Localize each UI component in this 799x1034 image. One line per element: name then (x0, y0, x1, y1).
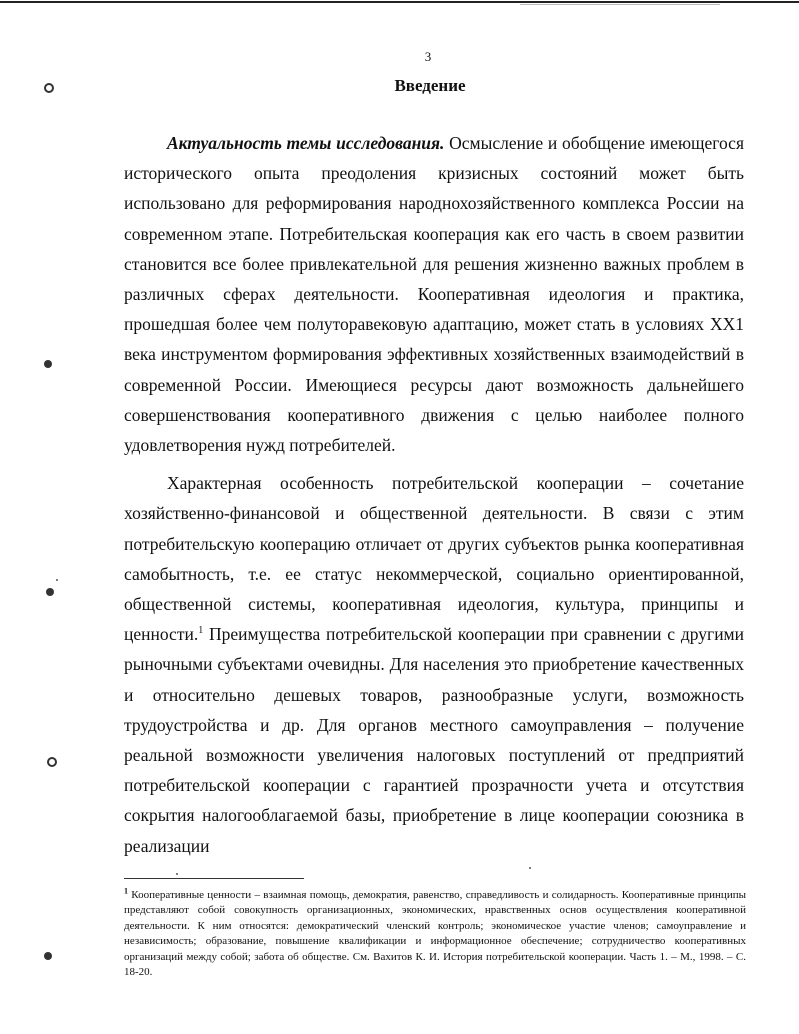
footnote-reference: 1 (198, 625, 204, 637)
main-body-text (124, 128, 744, 861)
scan-top-edge-line (0, 1, 799, 3)
binder-hole-mark (47, 757, 57, 767)
paragraph-text: Характерная особенность потребительской кооперации – сочетание хозяйственно-финансовой и общественной деятельности. В связи с этим потребительскую кооперацию отличает от других субъектов рынка кооперативная самобытность, т.е. ее статус некоммерческой, социально ориентированной, общественной системы, кооперативная идеология, культура, принципы и ценности. (124, 473, 744, 645)
scan-top-edge-faint-line (520, 4, 720, 5)
footnote-text: Кооперативные ценности – взаимная помощь, демократия, равенство, справедливость и солидарность. Кооперативные принципы представляют собой совокупность организационных, экономических, нравственных основ осуществления кооперативной деятельности. К ним относятся: демократический членский контроль; экономическое участие членов; самоуправление и независимость; образование, повышение квалификации и информационное обеспечение; сотрудничество кооперативных организаций между собой; забота об обществе. См. Вахитов К. И. История потребительской кооперации. Часть 1. – М., 1998. – С. 18-20. (124, 889, 746, 979)
scan-speck (56, 579, 58, 581)
binder-hole-mark (44, 360, 52, 368)
scan-speck (176, 873, 178, 875)
page-number: 3 (424, 49, 432, 64)
paragraph-relevance (124, 128, 744, 460)
paragraph-text: Осмысление и обобщение имеющегося исторического опыта преодоления кризисных состояний может быть использовано для реформирования народнохозяйственного комплекса России на современном этапе. Потребительская кооперация как его часть в своем развитии становится все более привлекательной для решения жизненно важных проблем в различных сферах деятельности. Кооперативная идеология и практика, прошедшая более чем полуторавековую адаптацию, может стать в условиях XX1 века инструментом формирования эффективных хозяйственных взаимодействий в современной России. Имеющиеся ресурсы дают возможность дальнейшего совершенствования кооперативного движения с целью наиболее полного удовлетворения нужд потребителей. (124, 133, 745, 456)
paragraph-text: Преимущества потребительской кооперации при сравнении с другими рыночными субъектами очевидны. Для населения это приобретение качественных и относительно дешевых товаров, разнообразные услуги, возможность трудоустройства и др. Для органов местного самоуправления – получение реальной возможности увеличения налоговых поступлений от предприятий потребительской кооперации с гарантией прозрачности учета и отсутствия сокрытия налогооблагаемой базы, приобретение в лице кооперации союзника в реализации (124, 624, 744, 856)
binder-hole-mark (44, 83, 54, 93)
footnote-separator (124, 878, 304, 879)
binder-hole-mark (44, 952, 52, 960)
scan-speck (529, 867, 531, 869)
binder-hole-mark (46, 588, 54, 596)
paragraph-characteristics (124, 468, 744, 861)
footnote (124, 888, 746, 980)
page-title: Введение (394, 76, 466, 95)
footnote-number: 1 (124, 886, 128, 896)
paragraph-lead-heading: Актуальность темы исследования. (167, 133, 445, 153)
